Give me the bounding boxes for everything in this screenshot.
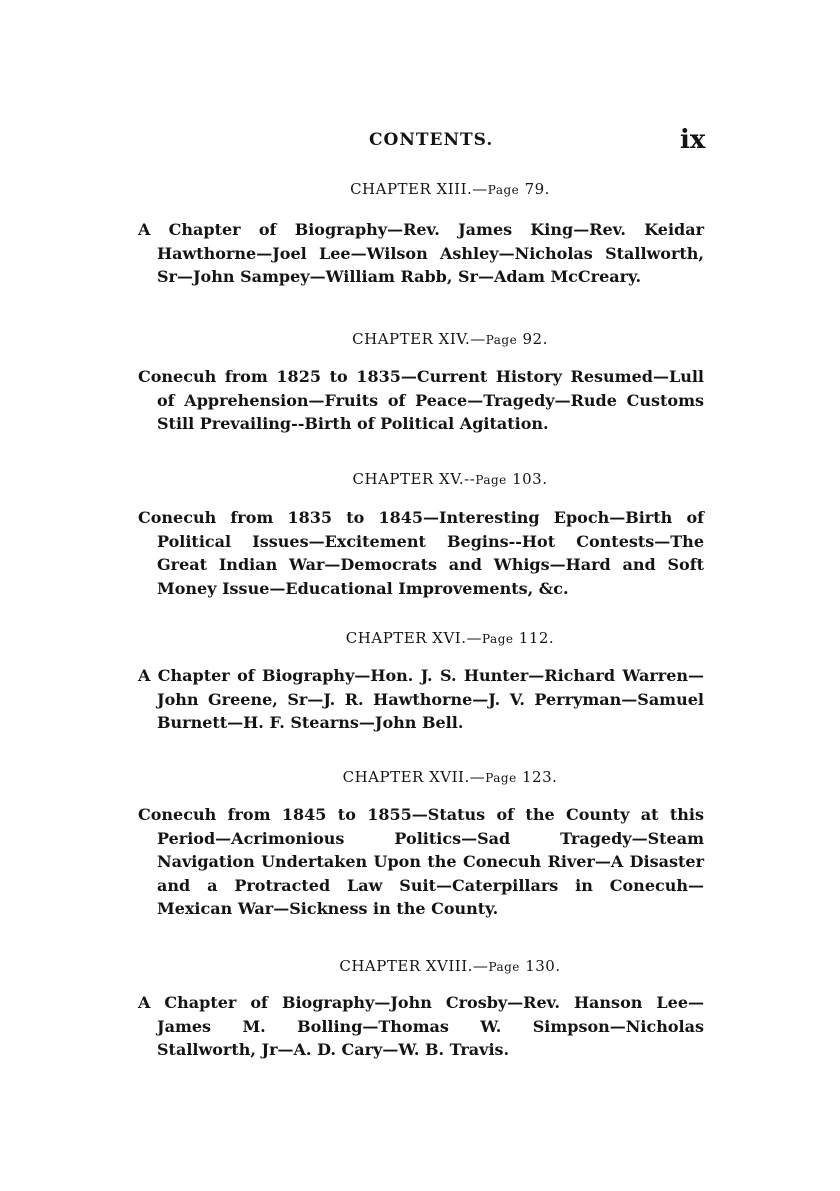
chapter-page: 103. (512, 470, 548, 488)
page-label: Page (475, 473, 507, 487)
chapter-summary: Conecuh from 1835 to 1845—Interesting Epoch—Birth of Political Issues—Excitement Begins--Hot Contests—The Great Indian War—Democrats and Whigs—Hard and Soft Money Issue—Educational Improvements, &c. (138, 508, 704, 598)
chapter-heading (0, 953, 840, 979)
chapter-page: 92. (522, 330, 548, 348)
chapter-summary: Conecuh from 1845 to 1855—Status of the County at this Period—Acrimonious Politics—Sad Tragedy—Steam Navigation Undertaken Upon the Conecuh River—A Disaster and a Protracted Law Suit—Caterpillars in Conecuh—Mexican War—Sickness in the County. (138, 805, 704, 918)
chapter-heading (0, 625, 840, 651)
chapter-summary: A Chapter of Biography—Hon. J. S. Hunter—Richard Warren—John Greene, Sr—J. R. Hawthorne—J. V. Perryman—Samuel Burnett—H. F. Stearns—John Bell. (138, 666, 704, 732)
chapter-title: CHAPTER XVIII.— (339, 957, 489, 975)
chapter-entry (0, 625, 840, 651)
chapter-entry (0, 764, 840, 790)
chapter-page: 123. (522, 768, 558, 786)
page-label: Page (488, 960, 520, 974)
chapter-heading (0, 326, 840, 352)
chapter-page: 130. (525, 957, 561, 975)
chapter-page: 79. (524, 180, 550, 198)
page-label: Page (482, 632, 514, 646)
running-head (0, 125, 840, 160)
chapter-heading (0, 176, 840, 202)
chapter-entry (0, 176, 840, 202)
chapter-summary: Conecuh from 1825 to 1835—Current History Resumed—Lull of Apprehension—Fruits of Peace—Tragedy—Rude Customs Still Prevailing--Birth of Political Agitation. (138, 367, 704, 433)
page-label: Page (487, 183, 520, 197)
page-label: Page (485, 771, 517, 785)
chapter-title: CHAPTER XIII.— (350, 180, 488, 198)
chapter-heading (0, 466, 840, 492)
chapter-title: CHAPTER XVI.— (345, 629, 483, 647)
running-title: CONTENTS. (369, 130, 494, 150)
chapter-title: CHAPTER XIV.— (352, 330, 486, 348)
chapter-summary: A Chapter of Biography—Rev. James King—Rev. Keidar Hawthorne—Joel Lee—Wilson Ashley—Nicholas Stallworth, Sr—John Sampey—William Rabb, Sr—Adam McCreary. (138, 220, 704, 286)
page-number: ix (680, 125, 706, 155)
chapter-entry (0, 953, 840, 979)
chapter-summary: A Chapter of Biography—John Crosby—Rev. Hanson Lee—James M. Bolling—Thomas W. Simpson—Nicholas Stallworth, Jr—A. D. Cary—W. B. Travis. (138, 993, 704, 1059)
chapter-title: CHAPTER XV.-- (352, 470, 476, 488)
chapter-page: 112. (518, 629, 555, 647)
chapter-entry (0, 326, 840, 352)
chapter-entry (0, 466, 840, 492)
chapter-title: CHAPTER XVII.— (342, 768, 486, 786)
chapter-heading (0, 764, 840, 790)
page-label: Page (485, 333, 518, 347)
